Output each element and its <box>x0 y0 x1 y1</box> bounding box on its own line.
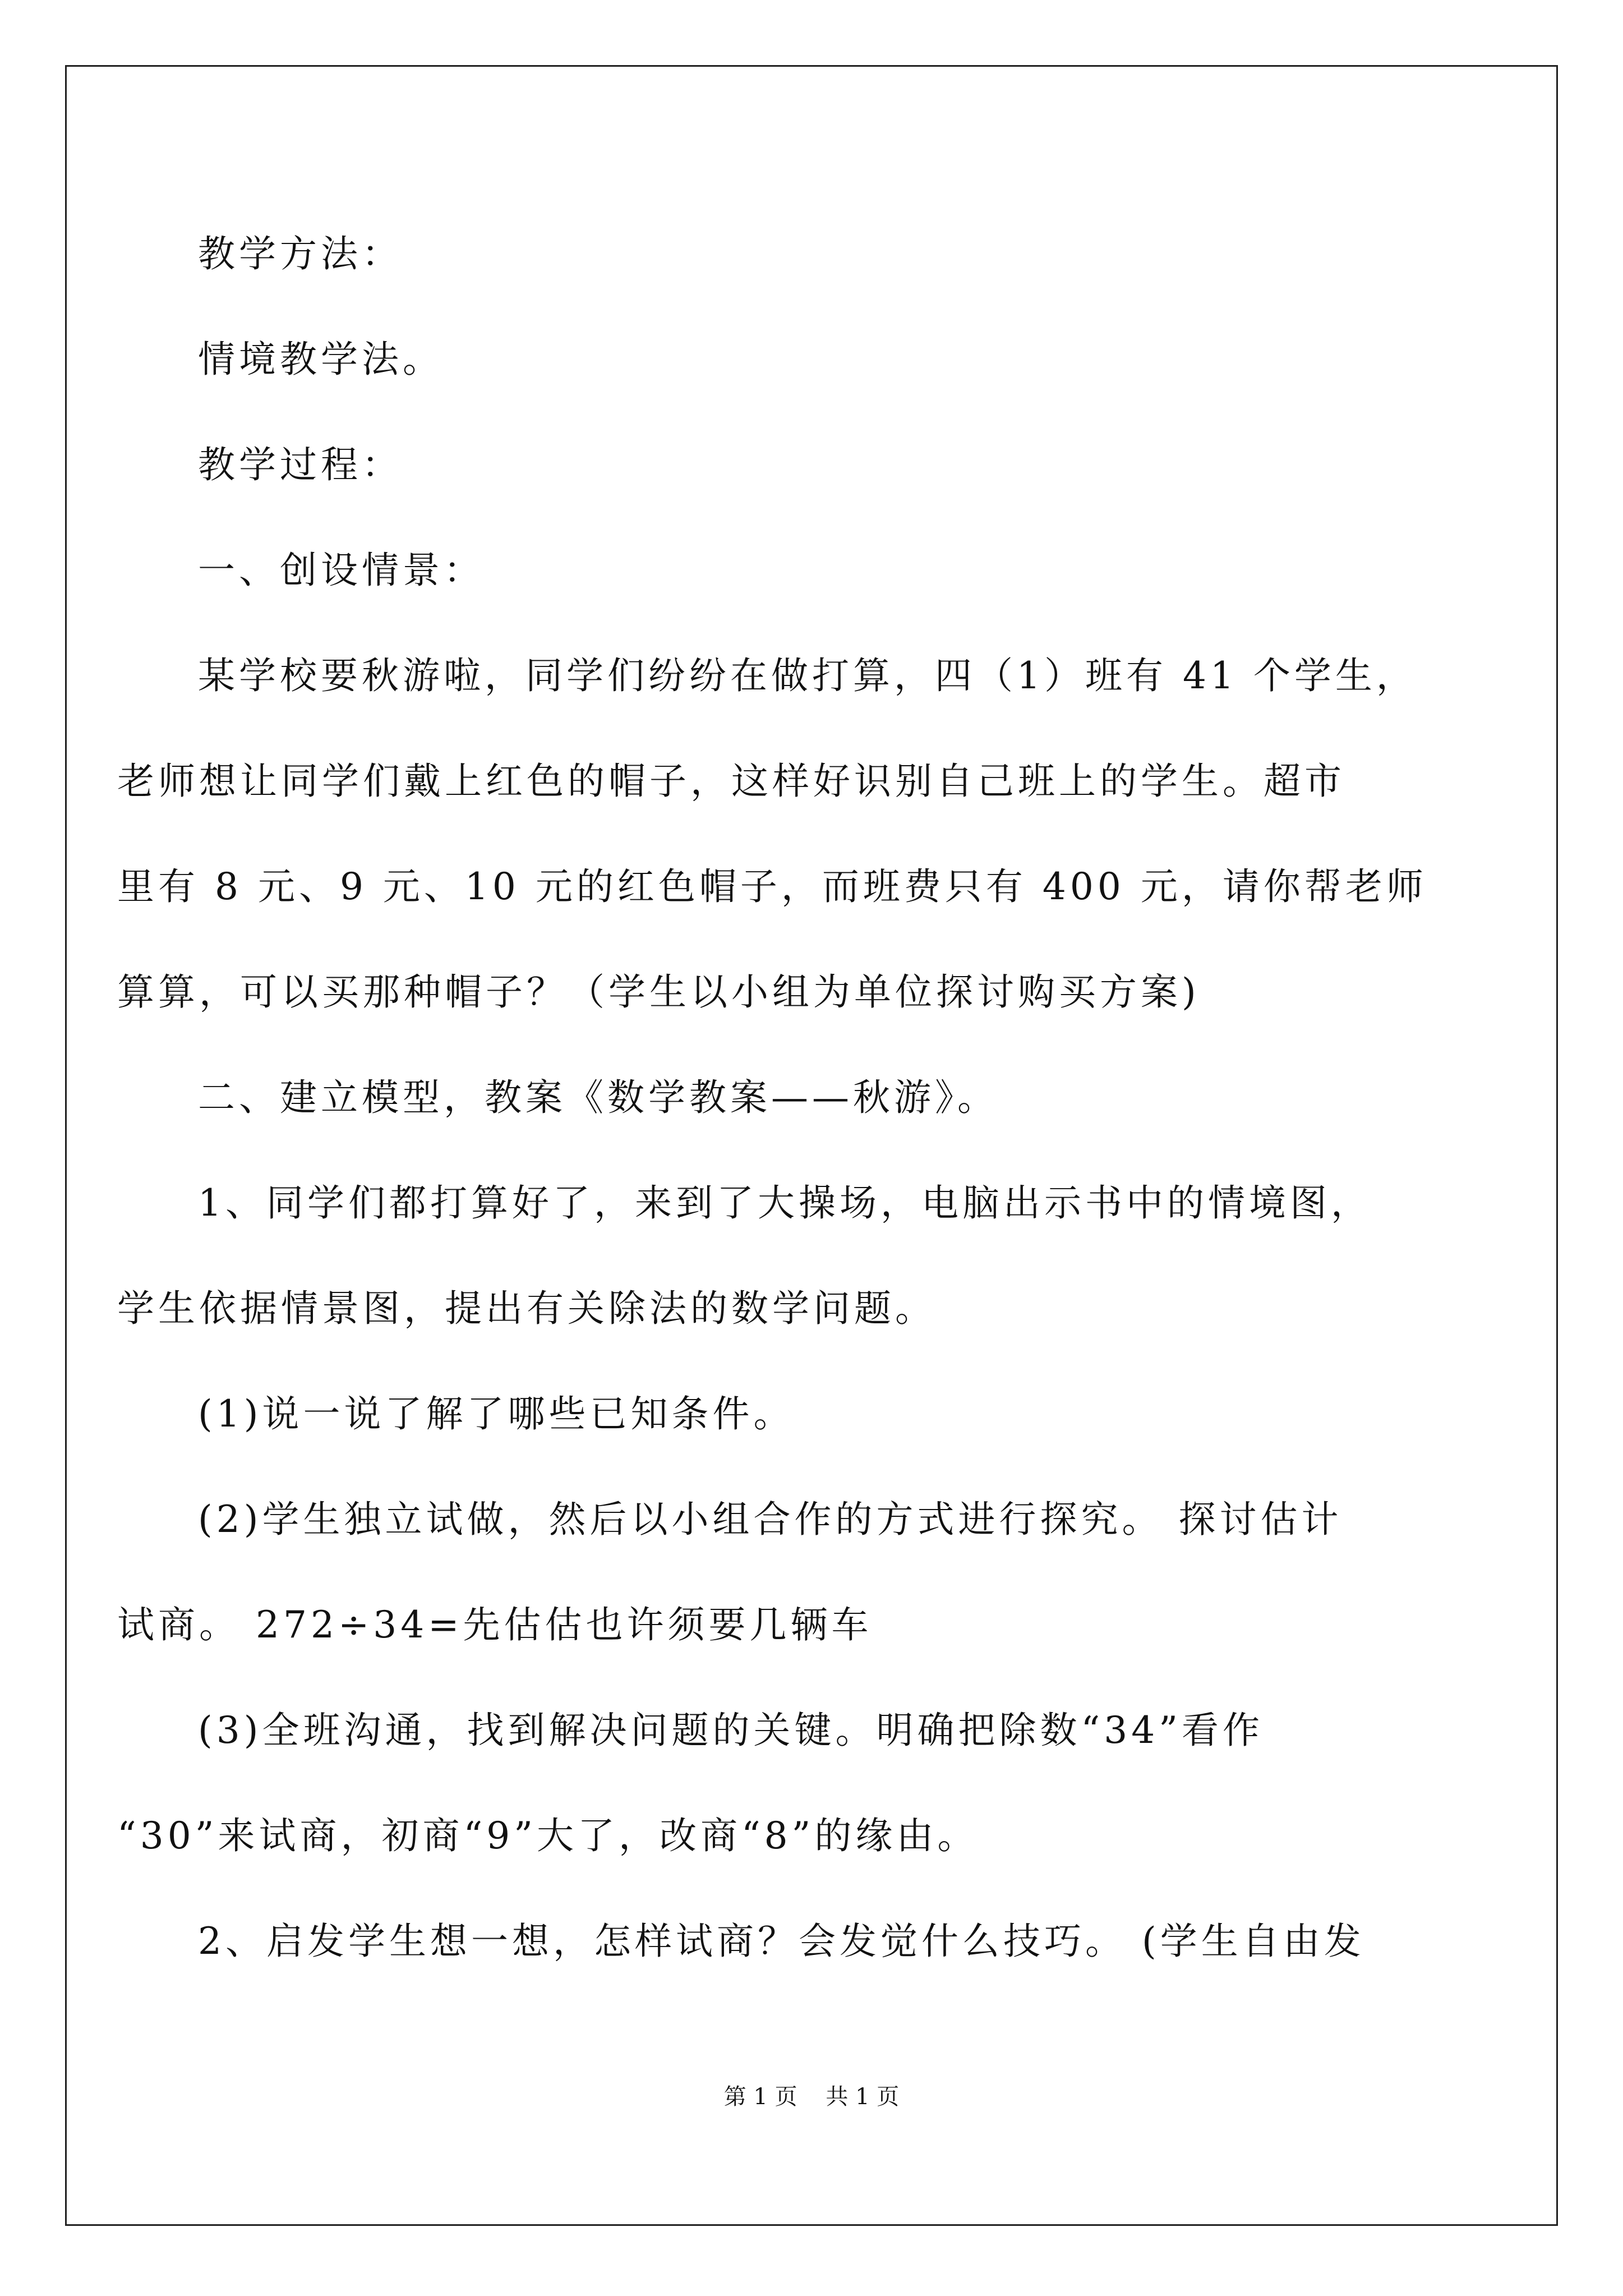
paragraph-1-line-1: 某学校要秋游啦，同学们纷纷在做打算，四（1）班有 41 个学生， <box>198 654 1417 697</box>
substep-1: (1)说一说了解了哪些已知条件。 <box>198 1392 795 1435</box>
substep-2-line-2: 试商。 272÷34=先估估也许须要几辆车 <box>117 1603 873 1646</box>
paragraph-1-line-3: 里有 8 元、9 元、10 元的红色帽子，而班费只有 400 元，请你帮老师 <box>117 865 1427 908</box>
page-number-footer: 第 1 页 共 1 页 <box>723 2084 900 2110</box>
text-teaching-method: 情境教学法。 <box>198 338 444 381</box>
step-2-line-1: 2、启发学生想一想，怎样试商？会发觉什么技巧。 (学生自由发 <box>198 1920 1365 1963</box>
section-heading-1: 一、创设情景： <box>198 549 485 592</box>
step-1-line-2: 学生依据情景图，提出有关除法的数学问题。 <box>117 1287 936 1330</box>
heading-teaching-method: 教学方法： <box>198 232 403 275</box>
page-frame <box>65 65 1558 2226</box>
paragraph-1-line-2: 老师想让同学们戴上红色的帽子，这样好识别自己班上的学生。超市 <box>117 760 1345 803</box>
step-1-line-1: 1、同学们都打算好了，来到了大操场，电脑出示书中的情境图， <box>198 1181 1372 1225</box>
section-heading-2: 二、建立模型，教案《数学教案——秋游》。 <box>198 1076 998 1119</box>
substep-3-line-2: “30”来试商，初商“9”大了，改商“8”的缘由。 <box>117 1814 979 1857</box>
heading-teaching-process: 教学过程： <box>198 443 403 486</box>
substep-3-line-1: (3)全班沟通，找到解决问题的关键。明确把除数“34”看作 <box>198 1709 1264 1752</box>
paragraph-1-line-4: 算算，可以买那种帽子？（学生以小组为单位探讨购买方案) <box>117 970 1200 1014</box>
substep-2-line-1: (2)学生独立试做，然后以小组合作的方式进行探究。 探讨估计 <box>198 1498 1343 1541</box>
